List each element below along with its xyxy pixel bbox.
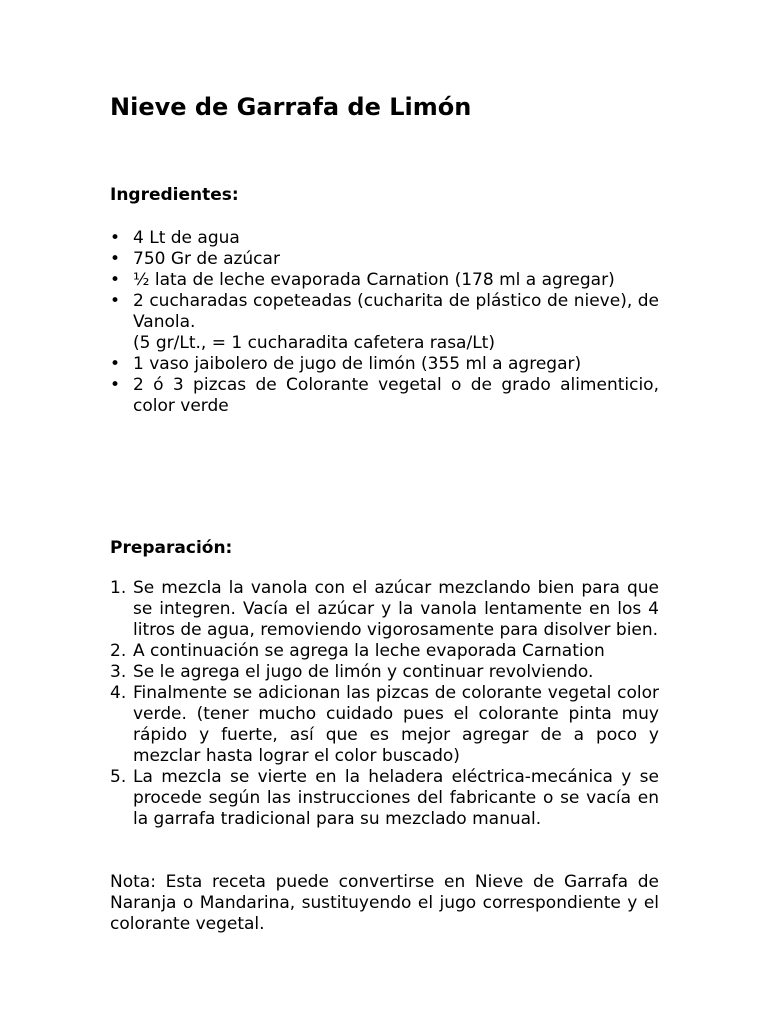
ingredient-text: 2 cucharadas copeteadas (cucharita de plástico de nieve), de Vanola.	[133, 291, 659, 332]
step-item	[110, 578, 659, 641]
step-text: La mezcla se vierte en la heladera eléctrica-mecánica y se procede según las instrucciones del fabricante o se vacía en la garrafa tradicional para su mezclado manual.	[133, 767, 659, 829]
ingredients-list	[110, 228, 659, 417]
step-text: A continuación se agrega la leche evaporada Carnation	[133, 641, 605, 661]
bullet-icon: •	[110, 291, 121, 311]
ingredient-text: 750 Gr de azúcar	[133, 249, 280, 269]
step-number: 2.	[110, 641, 127, 661]
ingredient-text: 1 vaso jaibolero de jugo de limón (355 ml a agregar)	[133, 354, 582, 374]
bullet-icon: •	[110, 249, 121, 269]
page-title: Nieve de Garrafa de Limón	[110, 93, 472, 121]
bullet-icon: •	[110, 354, 121, 374]
ingredient-item	[110, 249, 659, 270]
ingredient-item	[110, 375, 659, 417]
preparation-steps	[110, 578, 659, 830]
ingredient-text: ½ lata de leche evaporada Carnation (178 ml a agregar)	[133, 270, 615, 290]
step-text: Se le agrega el jugo de limón y continuar revolviendo.	[133, 662, 594, 682]
ingredient-note: (5 gr/Lt., = 1 cucharadita cafetera rasa/Lt)	[133, 333, 495, 353]
step-number: 3.	[110, 662, 127, 682]
ingredient-text: 4 Lt de agua	[133, 228, 240, 248]
preparation-heading: Preparación:	[110, 538, 233, 558]
ingredients-heading: Ingredientes:	[110, 185, 239, 205]
bullet-icon: •	[110, 270, 121, 290]
step-number: 4.	[110, 683, 127, 703]
ingredient-item	[110, 354, 659, 375]
step-item	[110, 641, 659, 662]
ingredient-item	[110, 270, 659, 291]
step-item	[110, 767, 659, 830]
bullet-icon: •	[110, 228, 121, 248]
step-item	[110, 683, 659, 767]
step-item	[110, 662, 659, 683]
ingredient-text: 2 ó 3 pizcas de Colorante vegetal o de grado alimenticio, color verde	[133, 375, 659, 416]
step-text: Finalmente se adicionan las pizcas de colorante vegetal color verde. (tener mucho cuidado pues el colorante pinta muy rápido y fuerte, así que es mejor agregar de a poco y mezclar hasta lograr el color buscado)	[133, 683, 659, 766]
bullet-icon: •	[110, 375, 121, 395]
ingredient-item	[110, 291, 659, 354]
recipe-note: Nota: Esta receta puede convertirse en Nieve de Garrafa de Naranja o Mandarina, sustituyendo el jugo correspondiente y el colorante vegetal.	[110, 872, 659, 934]
step-number: 5.	[110, 767, 127, 787]
step-number: 1.	[110, 578, 127, 598]
step-text: Se mezcla la vanola con el azúcar mezclando bien para que se integren. Vacía el azúcar y la vanola lentamente en los 4 litros de agua, removiendo vigorosamente para disolver bien.	[133, 578, 659, 640]
ingredient-item	[110, 228, 659, 249]
